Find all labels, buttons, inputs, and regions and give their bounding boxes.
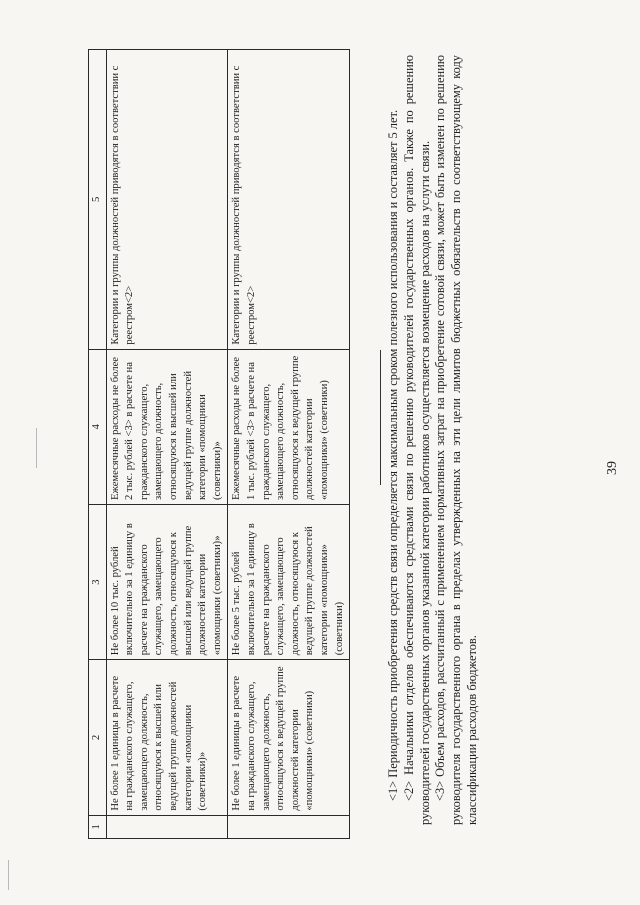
column-header: 1 <box>89 815 107 838</box>
column-header: 5 <box>89 50 107 350</box>
table-header-row <box>89 50 107 839</box>
footnote-2: <2> Начальники отделов обеспечиваются средствами связи по решению руководителей государственных органов. Также по решению руководителей государственных органов указанной категории работников осуществляется возмещение расходов на услуги связи. <box>401 55 432 825</box>
expense-norms-table <box>88 49 350 839</box>
footnote-separator <box>380 350 381 485</box>
footnote-1: <1> Периодичность приобретения средств связи определяется максимальным сроком полезного использования и составляет 5 лет. <box>386 109 400 801</box>
table-cell: Ежемесячные расходы не более 1 тыс. рублей <3> в расчете на гражданского служащего, замещающего должность, относящуюся к ведущей группе должностей категории «помощники» (советники) <box>228 349 350 504</box>
footnotes <box>386 55 481 825</box>
column-header: 2 <box>89 660 107 815</box>
table-cell: Не более 10 тыс. рублей включительно за 1 единицу в расчете на гражданского служащего, замещающего должность, относящуюся к высшей или ведущей группе должностей категории «помощники (советники)» <box>106 504 228 659</box>
table-cell: Категории и группы должностей приводятся в соответствии с реестром<2> <box>106 50 228 350</box>
table-row <box>228 50 350 839</box>
column-header: 4 <box>89 349 107 504</box>
table-cell: Категории и группы должностей приводятся в соответствии с реестром<2> <box>228 50 350 350</box>
table-row <box>106 50 228 839</box>
table-cell <box>228 815 350 838</box>
table-cell: Ежемесячные расходы не более 2 тыс. рублей <3> в расчете на гражданского служащего, замещающего должность, относящуюся к высшей или ведущей группе должностей категории «помощники (советники)» <box>106 349 228 504</box>
table-cell: Не более 1 единицы в расчете на гражданского служащего, замещающего должность, относящуюся к высшей или ведущей группе должностей категории «помощники (советники)» <box>106 660 228 815</box>
footnote-3: <3> Объем расходов, рассчитанный с применением нормативных затрат на приобретение сотовой связи, может быть изменен по решению руководителя государственного органа в пределах утвержденных на эти цели лимитов бюджетных обязательств по соответствующему коду классификации расходов бюджетов. <box>433 55 479 825</box>
table-cell: Не более 1 единицы в расчете на гражданского служащего, замещающего должность, относящуюся к ведущей группе должностей категории «помощники» (советники) <box>228 660 350 815</box>
page-number: 39 <box>605 461 620 475</box>
table-cell <box>106 815 228 838</box>
table-cell: Не более 5 тыс. рублей включительно за 1 единицу в расчете на гражданского служащего, замещающего должность, относящуюся к ведущей группе должностей категории «помощники» (советники) <box>228 504 350 659</box>
column-header: 3 <box>89 504 107 659</box>
